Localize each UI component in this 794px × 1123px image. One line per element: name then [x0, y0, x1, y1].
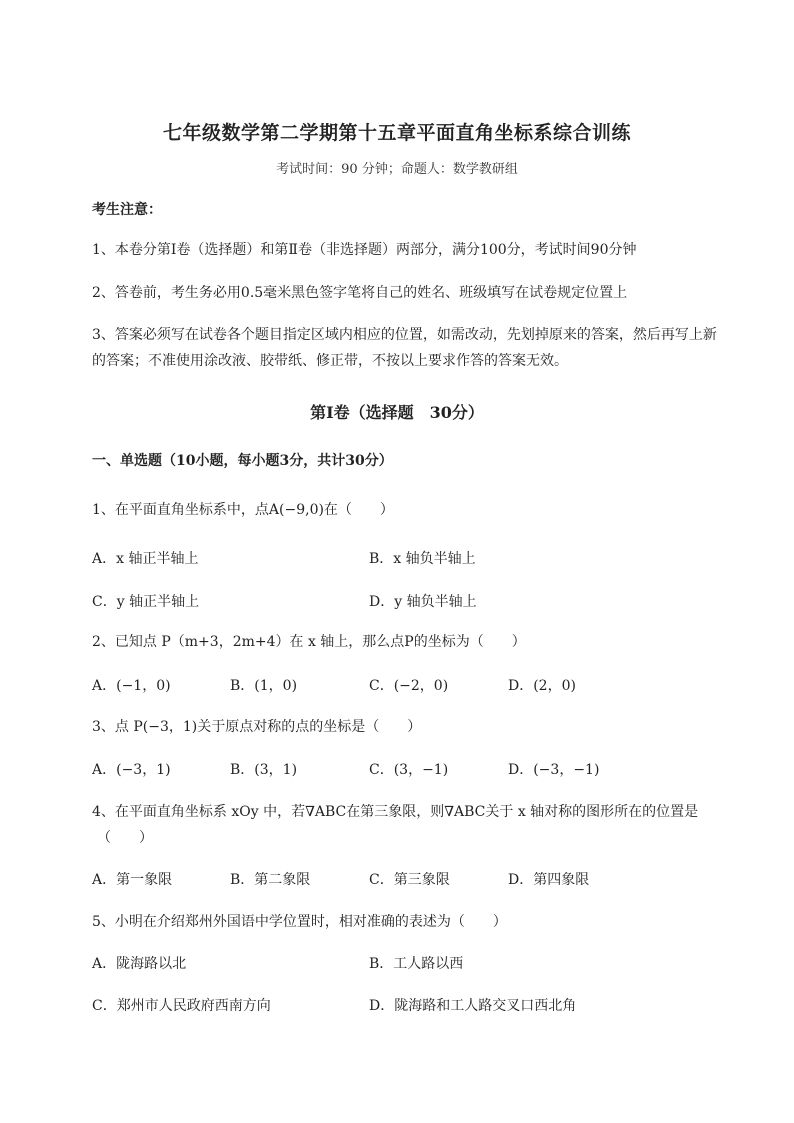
- option-a: A．(−1，0): [92, 678, 171, 694]
- option-c: C．(−2，0): [369, 678, 449, 694]
- question-stem: 4、在平面直角坐标系 xOy 中，若∇ABC在第三象限，则∇ABC关于 x 轴对称的图形所在的位置是: [92, 804, 699, 820]
- exam-title: 七年级数学第二学期第十五章平面直角坐标系综合训练: [162, 122, 631, 144]
- question-stem-continued: （ ）: [97, 830, 153, 846]
- option-b: B．(3，1): [230, 762, 298, 778]
- part-heading: 一、单选题（10小题，每小题3分，共计30分）: [92, 453, 393, 469]
- option-d: D．y 轴负半轴上: [369, 594, 477, 610]
- option-c: C．y 轴正半轴上: [92, 594, 200, 610]
- section-title: 第Ⅰ卷（选择题 30分）: [310, 403, 484, 422]
- option-a: A．(−3，1): [92, 762, 171, 778]
- option-d: D．(−3，−1): [508, 762, 600, 778]
- option-c: C．(3，−1): [369, 762, 449, 778]
- question-stem: 3、点 P(−3，1)关于原点对称的点的坐标是（ ）: [92, 719, 422, 735]
- note-item: 1、本卷分第Ⅰ卷（选择题）和第Ⅱ卷（非选择题）两部分，满分100分，考试时间90分钟: [92, 242, 637, 258]
- option-d: D．第四象限: [508, 872, 590, 888]
- exam-subtitle: 考试时间：90 分钟；命题人：数学教研组: [276, 162, 518, 177]
- option-b: B．第二象限: [230, 872, 311, 888]
- option-a: A．第一象限: [92, 872, 173, 888]
- option-b: B．(1，0): [230, 678, 298, 694]
- question-stem: 2、已知点 P（m+3，2m+4）在 x 轴上，那么点P的坐标为（ ）: [92, 634, 526, 650]
- option-a: A．陇海路以北: [92, 956, 187, 972]
- option-c: C．郑州市人民政府西南方向: [92, 998, 271, 1014]
- note-item: 3、答案必须写在试卷各个题目指定区域内相应的位置，如需改动，先划掉原来的答案，然后再写上新: [92, 327, 717, 343]
- notes-heading: 考生注意：: [92, 202, 162, 218]
- question-stem: 5、小明在介绍郑州外国语中学位置时，相对准确的表述为（ ）: [92, 914, 507, 930]
- option-d: D．(2，0): [508, 678, 576, 694]
- option-c: C．第三象限: [369, 872, 450, 888]
- note-item: 2、答卷前，考生务必用0.5毫米黑色签字笔将自己的姓名、班级填写在试卷规定位置上: [92, 285, 628, 301]
- option-b: B．工人路以西: [369, 956, 464, 972]
- option-b: B．x 轴负半轴上: [369, 551, 476, 567]
- note-item: 的答案；不准使用涂改液、胶带纸、修正带，不按以上要求作答的答案无效。: [92, 353, 568, 369]
- option-d: D．陇海路和工人路交叉口西北角: [369, 998, 577, 1014]
- option-a: A．x 轴正半轴上: [92, 551, 199, 567]
- question-stem: 1、在平面直角坐标系中，点A(−9,0)在（ ）: [92, 502, 394, 518]
